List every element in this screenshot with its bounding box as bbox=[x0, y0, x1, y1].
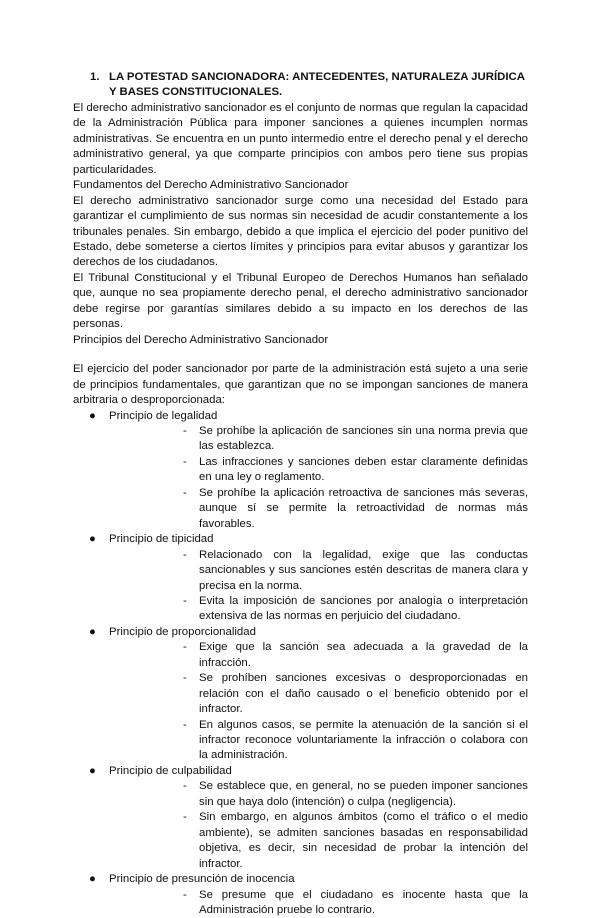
heading-number: 1. bbox=[90, 71, 100, 83]
principle-details bbox=[109, 548, 528, 625]
principle-details bbox=[109, 888, 528, 918]
bullet-icon: ● bbox=[89, 764, 96, 777]
dash-marker: - bbox=[183, 424, 187, 437]
bullet-icon: ● bbox=[89, 533, 96, 546]
dash-marker: - bbox=[183, 486, 187, 499]
dash-marker: - bbox=[183, 780, 187, 793]
detail-item bbox=[109, 718, 528, 764]
detail-item bbox=[109, 810, 528, 872]
dash-marker: - bbox=[183, 455, 187, 468]
principle-details bbox=[109, 640, 528, 764]
bullet-icon: ● bbox=[89, 873, 96, 886]
dash-marker: - bbox=[183, 641, 187, 654]
principles-list bbox=[73, 409, 528, 918]
principle-item bbox=[73, 764, 528, 872]
detail-text: Evita la imposición de sanciones por analogía o interpretación extensiva de las normas en perjuicio del ciudadano. bbox=[199, 594, 528, 623]
principle-details bbox=[109, 424, 528, 532]
bullet-icon: ● bbox=[89, 409, 96, 422]
ejercicio-paragraph: El ejercicio del poder sancionador por parte de la administración está sujeto a una serie de principios fundamentales, que garantizan que no se impongan sanciones de manera arbitraria o desproporcionada: bbox=[73, 363, 528, 407]
subheading-fundamentos: Fundamentos del Derecho Administrativo Sancionador bbox=[73, 179, 349, 192]
detail-text: Las infracciones y sanciones deben estar claramente definidas en una ley o reglamento. bbox=[199, 455, 528, 484]
tribunal-paragraph: El Tribunal Constitucional y el Tribunal Europeo de Derechos Humanos han señalado que, aunque no sea propiamente derecho penal, el derecho administrativo sancionador debe regirse por garantías similares debido a su impacto en los derechos de las personas. bbox=[73, 271, 528, 331]
dash-marker: - bbox=[183, 548, 187, 561]
detail-item bbox=[109, 594, 528, 625]
principle-title: Principio de culpabilidad bbox=[109, 764, 232, 777]
section-heading bbox=[90, 70, 528, 101]
bullet-icon: ● bbox=[89, 625, 96, 638]
detail-item bbox=[109, 640, 528, 671]
blank-line bbox=[73, 348, 528, 362]
fundamentos-paragraph: El derecho administrativo sancionador surge como una necesidad del Estado para garantizar el cumplimiento de sus normas sin necesidad de acudir constantemente a los tribunales penales. Sin embargo, debido a que implica el ejercicio del poder punitivo del Estado, debe someterse a ciertos límites y principios para evitar abusos y garantizar los derechos de los ciudadanos. bbox=[73, 194, 528, 269]
dash-marker: - bbox=[183, 811, 187, 824]
detail-text: Sin embargo, en algunos ámbitos (como el tráfico o el medio ambiente), se admiten sanciones basadas en responsabilidad objetiva, es decir, sin necesidad de probar la intención del infractor. bbox=[199, 811, 528, 870]
detail-item bbox=[109, 779, 528, 810]
detail-item bbox=[109, 548, 528, 594]
principle-details bbox=[109, 779, 528, 872]
detail-item bbox=[109, 671, 528, 717]
dash-marker: - bbox=[183, 672, 187, 685]
principle-title: Principio de tipicidad bbox=[109, 533, 214, 546]
dash-marker: - bbox=[183, 888, 187, 901]
subheading-principios: Principios del Derecho Administrativo Sancionador bbox=[73, 333, 329, 346]
principle-title: Principio de presunción de inocencia bbox=[109, 873, 295, 886]
detail-item bbox=[109, 455, 528, 486]
dash-marker: - bbox=[183, 594, 187, 607]
detail-text: Se establece que, en general, no se pueden imponer sanciones sin que haya dolo (intención) o culpa (negligencia). bbox=[199, 780, 528, 808]
principle-item bbox=[73, 872, 528, 918]
detail-item bbox=[109, 486, 528, 532]
detail-text: Relacionado con la legalidad, exige que las conductas sancionables y sus sanciones estén descritas de manera clara y precisa en la norma. bbox=[199, 548, 528, 592]
detail-item bbox=[109, 888, 528, 918]
principle-item bbox=[73, 625, 528, 764]
document-page bbox=[73, 70, 528, 918]
intro-paragraph: El derecho administrativo sancionador es el conjunto de normas que regulan la capacidad de la Administración Pública para imponer sanciones a quienes incumplen normas administrativas. Se encuentra en un punto intermedio entre el derecho penal y el derecho administrativo general, ya que comparte principios con ambos pero tiene sus propias particularidades. bbox=[73, 101, 528, 176]
detail-text: En algunos casos, se permite la atenuación de la sanción si el infractor reconoce voluntariamente la infracción o colabora con la administración. bbox=[199, 718, 528, 762]
detail-text: Se presume que el ciudadano es inocente hasta que la Administración pruebe lo contrario. bbox=[199, 888, 528, 917]
detail-item bbox=[109, 424, 528, 455]
detail-text: Exige que la sanción sea adecuada a la gravedad de la infracción. bbox=[199, 641, 528, 669]
heading-text: LA POTESTAD SANCIONADORA: ANTECEDENTES, NATURALEZA JURÍDICA Y BASES CONSTITUCIONALES. bbox=[109, 71, 525, 99]
principle-title: Principio de legalidad bbox=[109, 409, 218, 422]
detail-text: Se prohíben sanciones excesivas o desproporcionadas en relación con el daño causado o el beneficio obtenido por el infractor. bbox=[199, 672, 528, 716]
dash-marker: - bbox=[183, 718, 187, 731]
detail-text: Se prohíbe la aplicación retroactiva de sanciones más severas, aunque sí se permite la retroactividad de normas más favorables. bbox=[199, 486, 528, 530]
principle-item bbox=[73, 409, 528, 533]
principle-item bbox=[73, 532, 528, 625]
detail-text: Se prohíbe la aplicación de sanciones sin una norma previa que las establezca. bbox=[199, 424, 528, 453]
principle-title: Principio de proporcionalidad bbox=[109, 625, 256, 638]
